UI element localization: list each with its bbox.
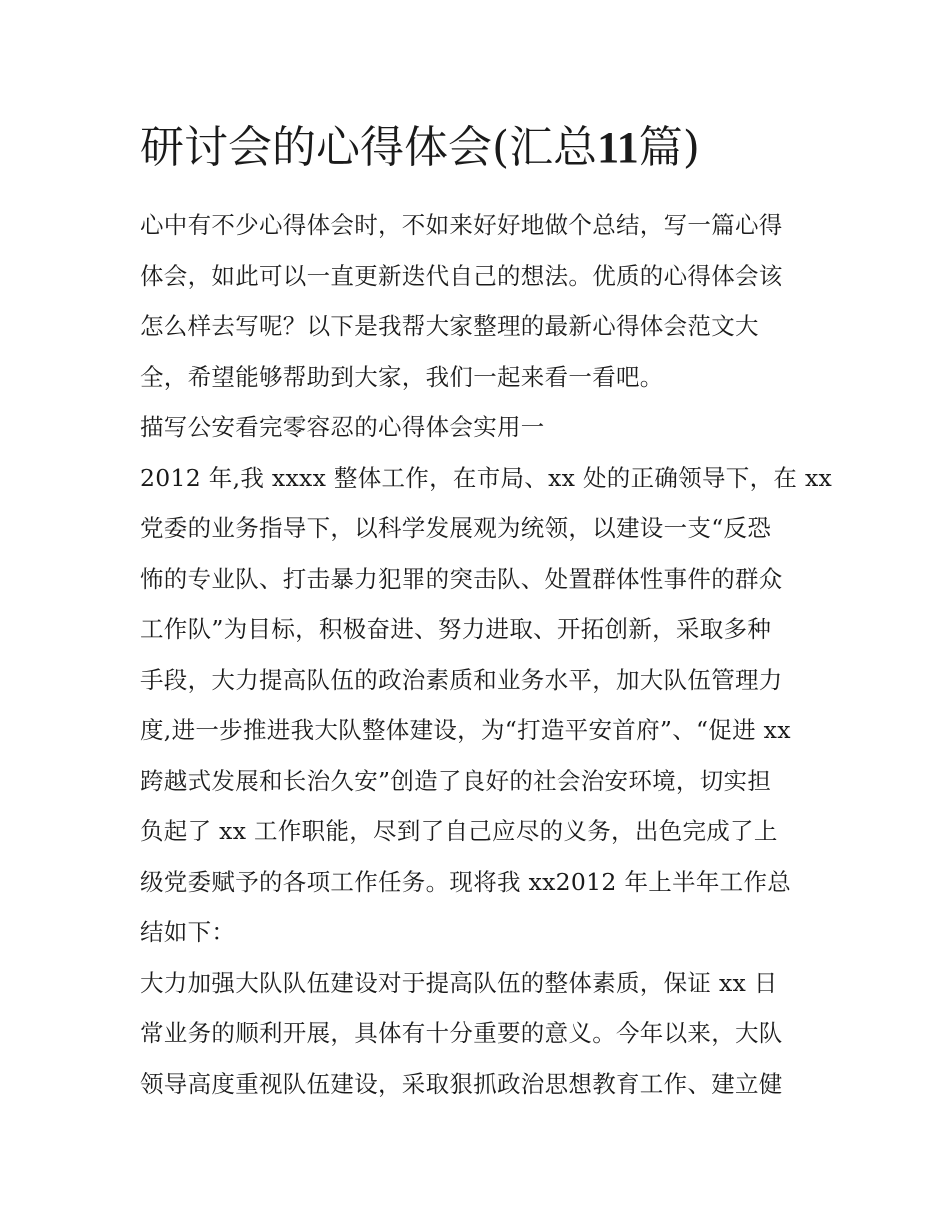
text-line: 负起了 xx 工作职能，尽到了自己应尽的义务，出色完成了上 [140, 817, 778, 845]
text-line: 2012 年,我 xxxx 整体工作，在市局、xx 处的正确领导下，在 xx [140, 463, 833, 492]
text-line: 大力加强大队队伍建设对于提高队伍的整体素质，保证 xx 日 [140, 968, 778, 997]
title-suffix: 篇) [638, 122, 700, 173]
text-line: 体会，如此可以一直更新迭代自己的想法。优质的心得体会该 [140, 261, 783, 290]
text-line: 结如下： [140, 918, 236, 946]
text-line: 工作队”为目标，积极奋进、努力进取、开拓创新，采取多种 [140, 615, 772, 643]
text-line: 级党委赋予的各项工作任务。现将我 xx2012 年上半年工作总 [140, 867, 792, 896]
text-line: 领导高度重视队伍建设，采取狠抓政治思想教育工作、建立健 [140, 1069, 783, 1098]
text-line: 跨越式发展和长治久安”创造了良好的社会治安环境，切实担 [140, 766, 772, 795]
text-line: 党委的业务指导下，以科学发展观为统领，以建设一支“反恐 [140, 514, 772, 542]
document-title [140, 118, 840, 178]
text-line: 心中有不少心得体会时，不如来好好地做个总结，写一篇心得 [140, 211, 783, 239]
text-line: 全，希望能够帮助到大家，我们一起来看一看吧。 [140, 362, 664, 391]
text-line: 怎么样去写呢？以下是我帮大家整理的最新心得体会范文大 [140, 312, 759, 340]
title-number: 11 [597, 123, 639, 172]
title-prefix: 研讨会的心得体会(汇总 [140, 122, 598, 173]
text-line: 怖的专业队、打击暴力犯罪的突击队、处置群体性事件的群众 [140, 564, 783, 593]
text-line: 手段，大力提高队伍的政治素质和业务水平，加大队伍管理力 [140, 665, 783, 694]
text-line: 度,进一步推进我大队整体建设，为“打造平安首府”、“促进 xx [140, 716, 791, 744]
text-line: 常业务的顺利开展，具体有十分重要的意义。今年以来，大队 [140, 1019, 783, 1047]
document-body [140, 200, 833, 1109]
section-heading: 描写公安看完零容忍的心得体会实用一 [140, 413, 545, 441]
